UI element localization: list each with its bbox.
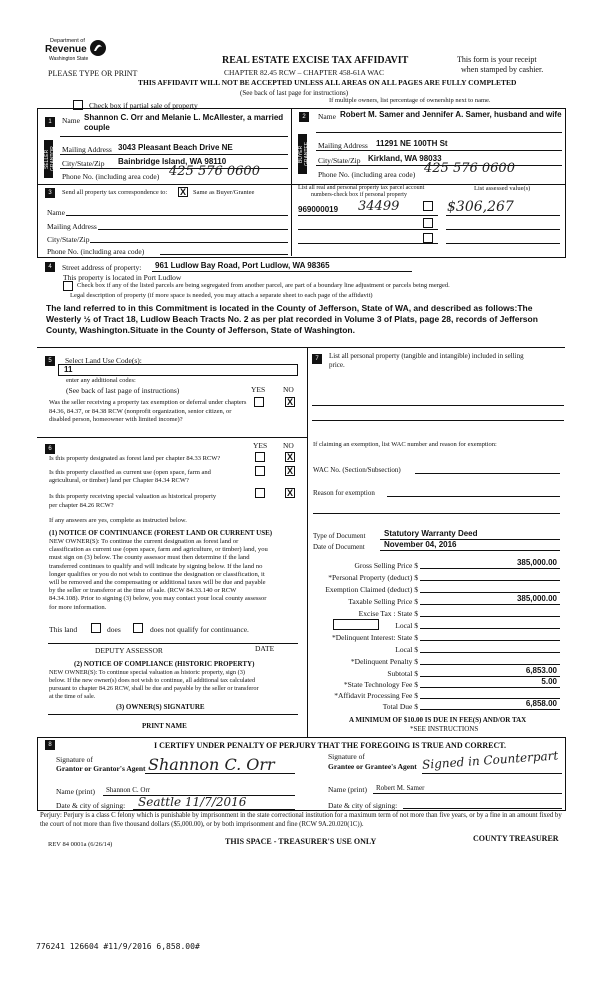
doc-type: Statutory Warranty Deed xyxy=(384,529,478,538)
see-instructions-note: *SEE INSTRUCTIONS xyxy=(410,725,479,733)
correspondence-label: Send all property tax correspondence to: xyxy=(62,189,168,196)
print-name-label: PRINT NAME xyxy=(142,722,187,730)
buyer-city-label: City/State/Zip xyxy=(318,156,361,165)
subtotal: 6,853.00 xyxy=(525,666,557,675)
does-qualify-checkbox[interactable] xyxy=(91,623,101,633)
section-6-number: 6 xyxy=(45,444,55,454)
taxable-selling-price: 385,000.00 xyxy=(516,594,557,603)
certify-statement: I CERTIFY UNDER PENALTY OF PERJURY THAT THE FOREGOING IS TRUE AND CORRECT. xyxy=(154,741,507,750)
section-1-number: 1 xyxy=(45,117,55,127)
same-as-buyer-checkbox[interactable]: X xyxy=(179,187,186,197)
notice2-text: NEW OWNER(S): To continue special valuation as historic property, sign (3) below. If the new owner(s) does not wish to continue, all additional tax calculated pursuant to chapter 84.26 RCW, shall be due and payable by the seller or transferor at the time of sale. xyxy=(49,669,259,700)
grantor-name-print-label: Name (print) xyxy=(56,787,95,796)
processing-fee-label: *Affidavit Processing Fee $ xyxy=(334,691,418,700)
historic-no-checkbox[interactable]: X xyxy=(286,488,293,498)
legal-desc-label: Legal description of property (if more space is needed, you may attach a separate sheet to each page of the affidavit) xyxy=(70,292,373,299)
no-header-5: NO xyxy=(283,385,294,394)
grantor-name-print: Shannon C. Orr xyxy=(106,786,151,794)
section-7-number: 7 xyxy=(312,354,322,364)
land-use-label: Select Land Use Code(s): xyxy=(65,356,142,365)
does-not-qualify-checkbox[interactable] xyxy=(133,623,143,633)
additional-codes-label: enter any additional codes: xyxy=(66,377,136,384)
current-use-no-checkbox[interactable]: X xyxy=(286,466,293,476)
dept-line3: Washington State xyxy=(49,56,89,62)
this-land-label: This land xyxy=(49,625,78,634)
gross-selling-price-label: Gross Selling Price $ xyxy=(354,561,418,570)
grantor-signature: Shannon C. Orr xyxy=(148,755,275,774)
corr-phone-label: Phone No. (including area code) xyxy=(47,247,145,256)
instructions-ref: (See back of last page for instructions) xyxy=(240,89,349,97)
located-in: This property is located in Port Ludlow xyxy=(63,273,182,282)
grantee-sig-label2: Grantee or Grantee's Agent xyxy=(328,762,417,771)
receipt-line1: This form is your receipt xyxy=(457,55,537,64)
owner-signature-label: (3) OWNER(S) SIGNATURE xyxy=(116,703,205,711)
assessed-header: List assessed value(s) xyxy=(474,185,531,192)
grantee-name-print-label: Name (print) xyxy=(328,785,367,794)
grantor-date-city-label: Date & city of signing: xyxy=(56,801,126,810)
seller-side-label: SELLER GRANTOR xyxy=(44,140,53,178)
seller-mailing-label: Mailing Address xyxy=(62,145,112,154)
buyer-side-label: BUYER GRANTEE xyxy=(298,134,307,174)
land-use-code: 11 xyxy=(64,365,73,374)
exemption-question: Was the seller receiving a property tax exemption or deferral under chapters 84.36, 84.37, or 84.38 RCW (nonprofit organization, senior citizen, or disabled person, homeowner with limited income)? xyxy=(49,399,247,423)
section-4-number: 4 xyxy=(45,262,55,272)
property-street: 961 Ludlow Bay Road, Port Ludlow, WA 98365 xyxy=(155,261,330,270)
seller-city-label: City/State/Zip xyxy=(62,159,105,168)
segregated-checkbox[interactable] xyxy=(63,281,73,291)
parcel-header1: List all real and personal property tax parcel account xyxy=(298,185,425,191)
exemption-yes-checkbox[interactable] xyxy=(254,397,264,407)
wac-label: WAC No. (Section/Subsection) xyxy=(313,466,401,474)
corr-city-label: City/State/Zip xyxy=(47,235,90,244)
personal-property-checkbox[interactable] xyxy=(423,201,433,211)
assessed-value: $306,267 xyxy=(447,199,514,215)
total-due: 6,858.00 xyxy=(525,699,557,708)
date-label: DATE xyxy=(255,644,275,653)
doc-type-label: Type of Document xyxy=(313,532,366,540)
segregated-label: Check box if any of the listed parcels are being segregated from another parcel, are part of a boundary line adjustment or parcels being merged. xyxy=(77,282,450,289)
treasurer-space-label: THIS SPACE - TREASURER'S USE ONLY xyxy=(225,837,377,846)
buyer-mailing-label: Mailing Address xyxy=(318,141,368,150)
minimum-due-note: A MINIMUM OF $10.00 IS DUE IN FEE(S) AND/OR TAX xyxy=(349,716,527,724)
excise-state-label: Excise Tax : State $ xyxy=(358,609,418,618)
excise-local-label: Local $ xyxy=(395,621,418,630)
tech-fee: 5.00 xyxy=(541,677,557,686)
seller-name-label: Name xyxy=(62,116,80,125)
forest-no-checkbox[interactable]: X xyxy=(286,452,293,462)
dept-line1: Department of xyxy=(50,38,85,44)
rev-number: REV 84 0001a (6/26/14) xyxy=(48,841,113,848)
no-header-6: NO xyxy=(283,441,294,450)
form-warning: THIS AFFIDAVIT WILL NOT BE ACCEPTED UNLESS ALL AREAS ON ALL PAGES ARE FULLY COMPLETED xyxy=(138,78,517,87)
grantee-signature: Signed in Counterpart xyxy=(421,748,559,772)
buyer-city: Kirkland, WA 98033 xyxy=(368,154,442,163)
personal-property-checkbox-3[interactable] xyxy=(423,233,433,243)
personal-property-line2: price. xyxy=(329,361,345,369)
yes-header-5: YES xyxy=(251,385,266,394)
parcel-number-handwritten: 34499 xyxy=(358,199,400,214)
yes-header-6: YES xyxy=(253,441,268,450)
personal-property-checkbox-2[interactable] xyxy=(423,218,433,228)
historic-question-2: per chapter 84.26 RCW? xyxy=(49,502,114,509)
buyer-name-label: Name xyxy=(318,112,336,121)
receipt-line2: when stamped by cashier. xyxy=(461,65,544,74)
notice1-text: NEW OWNER(S): To continue the current designation as forest land or classification as current use (open space, farm and agriculture, or timber) land, you must sign on (3) below. The county assessor must then determine if the land transferred continues to qualify and will indicate by signing below. If the land no longer qualifies or you do not wish to continue the designation or classification, it will be removed and the compensating or additional taxes will be due and payable by the seller or transferor at the time of sale. (RCW 84.33.140 or RCW 84.34.108). Prior to signing (3) below, you may contact your local county assessor for more information. xyxy=(49,538,268,611)
parcel-number: 969000019 xyxy=(298,205,339,214)
please-type: PLEASE TYPE OR PRINT xyxy=(48,69,138,78)
reason-label: Reason for exemption xyxy=(313,489,375,497)
forest-yes-checkbox[interactable] xyxy=(255,452,265,462)
historic-question-1: Is this property receiving special valuation as historical property xyxy=(49,493,217,500)
forest-land-question: Is this property designated as forest land per chapter 84.33 RCW? xyxy=(49,455,221,462)
grantee-sig-label1: Signature of xyxy=(328,752,365,761)
legal-description: The land referred to in this Commitment is located in the County of Jefferson, State of WA, and described as follows:The Westerly ½ of Tract 18, Ludlow Beach Tracts No. 2 as per plat recorded in Volume 3 of Plats, page 28, records of Jefferson County, Washington.Situate in the County of Jefferson, State of Washington. xyxy=(46,303,538,335)
same-as-buyer-label: Same as Buyer/Grantee xyxy=(193,189,255,196)
section-2-number: 2 xyxy=(299,112,309,122)
land-use-code-box[interactable] xyxy=(58,364,298,376)
if-yes-note: If any answers are yes, complete as instructed below. xyxy=(49,517,187,524)
grantee-name-print: Robert M. Samer xyxy=(376,784,425,792)
subtotal-label: Subtotal $ xyxy=(387,669,418,678)
total-due-label: Total Due $ xyxy=(382,702,418,711)
doc-date-label: Date of Document xyxy=(313,543,365,551)
tech-fee-label: *State Technology Fee $ xyxy=(343,680,418,689)
exemption-claimed-label: Exemption Claimed (deduct) $ xyxy=(325,585,418,594)
parcel-header2: numbers-check box if personal property xyxy=(311,192,407,198)
current-use-question-1: Is this property classified as current use (open space, farm and xyxy=(49,469,211,476)
delinquent-penalty-label: *Delinquent Penalty $ xyxy=(350,657,418,666)
county-treasurer-label: COUNTY TREASURER xyxy=(473,834,559,843)
form-subtitle: CHAPTER 82.45 RCW – CHAPTER 458-61A WAC xyxy=(224,68,384,77)
current-use-question-2: agricultural, or timber) land per Chapter 84.34 RCW? xyxy=(49,477,189,484)
delinquent-interest-local-label: Local $ xyxy=(395,645,418,654)
section-3-number: 3 xyxy=(45,188,55,198)
does-not-label: does not qualify for continuance. xyxy=(150,625,249,634)
seller-phone-label: Phone No. (including area code) xyxy=(62,172,160,181)
revenue-logo xyxy=(45,38,110,68)
gross-selling-price: 385,000.00 xyxy=(516,558,557,567)
corr-mailing-label: Mailing Address xyxy=(47,222,97,231)
seller-city: Bainbridge Island, WA 98110 xyxy=(118,157,227,166)
revenue-swirl-icon xyxy=(89,39,107,57)
notice1-title: (1) NOTICE OF CONTINUANCE (FOREST LAND OR CURRENT USE) xyxy=(49,529,273,537)
buyer-phone-label: Phone No. (including area code) xyxy=(318,170,416,179)
does-label: does xyxy=(107,625,121,634)
buyer-name: Robert M. Samer and Jennifer A. Samer, husband and wife xyxy=(340,110,562,119)
current-use-yes-checkbox[interactable] xyxy=(255,466,265,476)
delinquent-interest-state-label: *Delinquent Interest: State $ xyxy=(331,633,418,642)
personal-property-line1: List all personal property (tangible and intangible) included in selling xyxy=(329,352,524,360)
grantor-date-city: Seattle 11/7/2016 xyxy=(138,795,247,809)
see-back-label: (See back of last page of instructions) xyxy=(66,386,180,395)
exemption-claim-label: If claiming an exemption, list WAC number and reason for exemption: xyxy=(313,441,497,448)
historic-yes-checkbox[interactable] xyxy=(255,488,265,498)
grantor-sig-label2: Grantor or Grantor's Agent xyxy=(56,764,146,773)
deputy-assessor-label: DEPUTY ASSESSOR xyxy=(95,646,163,655)
taxable-selling-price-label: Taxable Selling Price $ xyxy=(348,597,418,606)
exemption-no-checkbox[interactable]: X xyxy=(286,397,293,407)
seller-phone: 425 576 0600 xyxy=(169,164,260,179)
corr-name-label: Name xyxy=(47,208,65,217)
form-title: REAL ESTATE EXCISE TAX AFFIDAVIT xyxy=(222,55,409,66)
dept-line2: Revenue xyxy=(45,44,87,55)
perjury-statement: Perjury: Perjury is a class C felony which is punishable by imprisonment in the state correctional institution for a maximum term of not more than five years, or by a fine in an amount fixed by the court of not more than five thousand dollars ($5,000.00), or by both imprisonment and fine (RCW 9A.20.020(1C)). xyxy=(40,812,562,828)
grantee-date-city-label: Date & city of signing: xyxy=(328,801,398,810)
doc-date: November 04, 2016 xyxy=(384,540,457,549)
section-8-number: 8 xyxy=(45,740,55,750)
street-label: Street address of property: xyxy=(62,263,142,272)
partial-sale-label: Check box if partial sale of property xyxy=(89,101,198,110)
buyer-mailing: 11291 NE 100TH St xyxy=(376,139,448,148)
section-5-number: 5 xyxy=(45,356,55,366)
seller-mailing: 3043 Pleasant Beach Drive NE xyxy=(118,143,233,152)
notice2-title: (2) NOTICE OF COMPLIANCE (HISTORIC PROPERTY) xyxy=(74,660,255,668)
multi-owner-note: If multiple owners, list percentage of ownership next to name. xyxy=(329,97,491,104)
cashier-stamp: 776241 126604 #11/9/2016 6,858.00# xyxy=(36,942,200,951)
grantor-sig-label1: Signature of xyxy=(56,755,93,764)
seller-name: Shannon C. Orr and Melanie L. McAllester, a married couple xyxy=(84,113,284,132)
personal-property-deduct-label: *Personal Property (deduct) $ xyxy=(328,573,418,582)
buyer-phone: 425 576 0600 xyxy=(424,161,515,176)
